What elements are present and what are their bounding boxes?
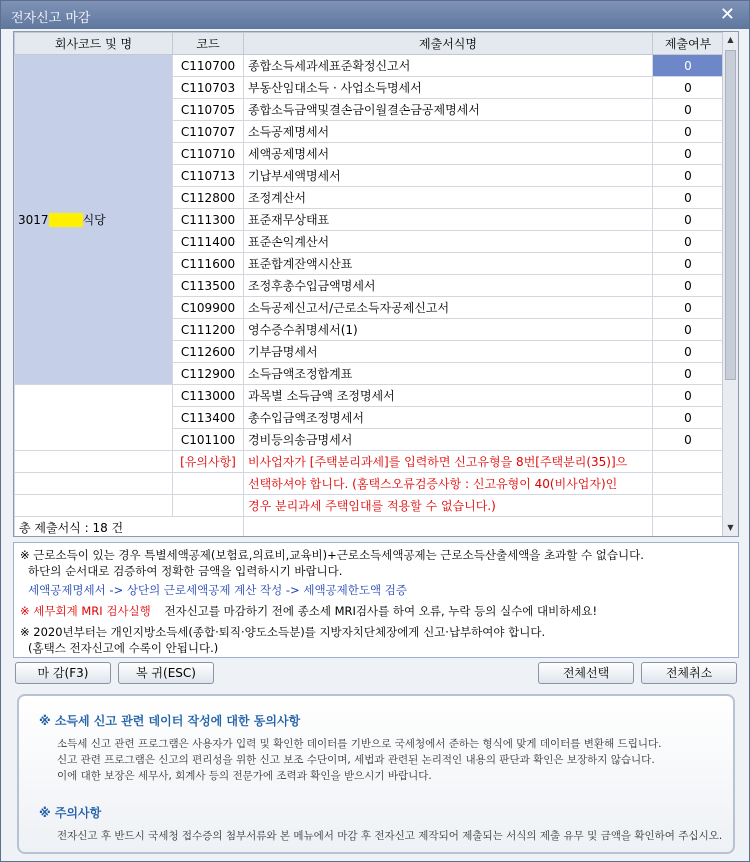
form-code: C111400 xyxy=(173,231,244,253)
form-grid xyxy=(13,31,739,537)
submit-count[interactable]: 0 xyxy=(653,99,724,121)
empty-cell xyxy=(173,495,244,517)
form-name: 표준재무상태표 xyxy=(244,209,653,231)
submit-count[interactable]: 0 xyxy=(653,143,724,165)
deselect-all-button[interactable]: 전체취소 xyxy=(641,662,737,684)
notice-text: 비사업자가 [주택분리과세]를 입력하면 신고유형을 8번[주택분리(35)]으 xyxy=(244,451,653,473)
empty-cell xyxy=(244,517,653,538)
submit-count[interactable]: 0 xyxy=(653,297,724,319)
form-code: C113400 xyxy=(173,407,244,429)
submit-count[interactable]: 0 xyxy=(653,231,724,253)
col-submit[interactable]: 제출여부 xyxy=(653,33,724,55)
form-code: C101100 xyxy=(173,429,244,451)
consent-text: 신고 관련 프로그램은 신고의 편리성을 위한 신고 보조 수단이며, 세법과 관련된 논리적인 내용의 판단과 확인은 보장하지 않습니다. xyxy=(57,754,655,766)
submit-count[interactable]: 0 xyxy=(653,275,724,297)
form-name: 기부금명세서 xyxy=(244,341,653,363)
col-form-name[interactable]: 제출서식명 xyxy=(244,33,653,55)
form-name: 표준손익계산서 xyxy=(244,231,653,253)
submit-count[interactable]: 0 xyxy=(653,121,724,143)
close-f3-button[interactable]: 마 감(F3) xyxy=(15,662,111,684)
submit-count[interactable]: 0 xyxy=(653,363,724,385)
close-icon[interactable]: ✕ xyxy=(719,4,735,25)
form-name: 기납부세액명세서 xyxy=(244,165,653,187)
submit-count[interactable]: 0 xyxy=(653,55,724,77)
scroll-thumb[interactable] xyxy=(725,50,736,380)
empty-cell xyxy=(15,451,173,473)
form-name: 세액공제명세서 xyxy=(244,143,653,165)
company-code: 3017 xyxy=(18,213,49,227)
notice-text: 경우 분리과세 주택임대를 적용할 수 없습니다.) xyxy=(244,495,653,517)
submit-count[interactable]: 0 xyxy=(653,385,724,407)
empty-cell xyxy=(653,495,724,517)
total-row xyxy=(15,517,724,538)
titlebar xyxy=(1,1,749,29)
form-name: 소득공제명세서 xyxy=(244,121,653,143)
form-code: C110710 xyxy=(173,143,244,165)
caution-heading: ※ 주의사항 xyxy=(39,806,102,820)
submit-count[interactable]: 0 xyxy=(653,165,724,187)
note-line: ※ 근로소득이 있는 경우 특별세액공제(보험료,의료비,교육비)+근로소득세액공제는 근로소득산출세액을 초과할 수 없습니다. xyxy=(20,548,644,562)
company-name-suffix: 식당 xyxy=(82,213,106,227)
form-name: 조정계산서 xyxy=(244,187,653,209)
table-row[interactable] xyxy=(15,55,724,77)
form-name: 종합소득세과세표준확정신고서 xyxy=(244,55,653,77)
empty-cell xyxy=(173,473,244,495)
form-name: 조정후총수입금액명세서 xyxy=(244,275,653,297)
notice-row xyxy=(15,495,724,517)
total-count: 총 제출서식 : 18 건 xyxy=(15,517,244,538)
mri-check-link[interactable]: ※ 세무회계 MRI 검사실행 xyxy=(20,604,151,618)
submit-count[interactable]: 0 xyxy=(653,429,724,451)
submit-count[interactable]: 0 xyxy=(653,187,724,209)
table-row[interactable] xyxy=(15,385,724,407)
form-code: C111200 xyxy=(173,319,244,341)
header-row xyxy=(15,33,724,55)
note-line: ※ 2020년부터는 개인지방소득세(종합·퇴직·양도소득분)를 지방자치단체장에게 신고·납부하여야 합니다. xyxy=(20,625,546,639)
note-line: 전자신고를 마감하기 전에 종소세 MRI검사를 하여 오류, 누락 등의 실수에 대비하세요! xyxy=(164,604,598,618)
form-code: C112600 xyxy=(173,341,244,363)
notice-row xyxy=(15,451,724,473)
scroll-down-icon[interactable]: ▼ xyxy=(727,523,734,532)
notes-panel xyxy=(13,542,739,658)
form-code: C113500 xyxy=(173,275,244,297)
caution-text: 전자신고 후 반드시 국세청 접수증의 첨부서류와 본 메뉴에서 마감 후 전자신고 제작되어 제출되는 서식의 제출 유무 및 금액을 확인하여 주십시오. xyxy=(57,830,723,842)
form-code: C110703 xyxy=(173,77,244,99)
form-code: C110707 xyxy=(173,121,244,143)
notice-tag: [유의사항] xyxy=(173,451,244,473)
form-name: 소득금액조정합계표 xyxy=(244,363,653,385)
col-company[interactable]: 회사코드 및 명 xyxy=(15,33,173,55)
empty-cell xyxy=(653,451,724,473)
form-code: C110713 xyxy=(173,165,244,187)
back-esc-button[interactable]: 복 귀(ESC) xyxy=(118,662,214,684)
consent-panel xyxy=(17,694,735,854)
form-name: 과목별 소득금액 조정명세서 xyxy=(244,385,653,407)
col-code[interactable]: 코드 xyxy=(173,33,244,55)
consent-text: 이에 대한 보장은 세무사, 회계사 등의 전문가에 조력과 확인을 받으시기 바랍니다. xyxy=(57,770,432,782)
form-name: 표준합계잔액시산표 xyxy=(244,253,653,275)
empty-cell xyxy=(653,517,724,538)
empty-cell xyxy=(15,495,173,517)
form-code: C110705 xyxy=(173,99,244,121)
form-name: 경비등의송금명세서 xyxy=(244,429,653,451)
submit-count[interactable]: 0 xyxy=(653,319,724,341)
form-code: C110700 xyxy=(173,55,244,77)
form-name: 소득공제신고서/근로소득자공제신고서 xyxy=(244,297,653,319)
form-name: 영수증수취명세서(1) xyxy=(244,319,653,341)
form-name: 총수입금액조정명세서 xyxy=(244,407,653,429)
scroll-up-icon[interactable]: ▲ xyxy=(727,35,734,44)
notice-text: 선택하셔야 합니다. (홈택스오류검증사항 : 신고유형이 40(비사업자)인 xyxy=(244,473,653,495)
company-name-masked: ■■■ xyxy=(48,213,83,227)
consent-text: 소득세 신고 관련 프로그램은 사용자가 입력 및 확인한 데이터를 기반으로 국세청에서 준하는 형식에 맞게 데이터를 변환해 드립니다. xyxy=(57,738,662,750)
note-line: 하단의 순서대로 검증하여 정확한 금액을 입력하시기 바랍니다. xyxy=(28,564,343,578)
note-line: (홈택스 전자신고에 수록이 안됩니다.) xyxy=(28,641,219,655)
consent-heading: ※ 소득세 신고 관련 데이터 작성에 대한 동의사항 xyxy=(39,714,301,728)
submit-count[interactable]: 0 xyxy=(653,407,724,429)
window-title: 전자신고 마감 xyxy=(11,11,91,26)
form-code: C109900 xyxy=(173,297,244,319)
form-code: C112900 xyxy=(173,363,244,385)
form-code: C113000 xyxy=(173,385,244,407)
empty-cell xyxy=(653,473,724,495)
form-code: C112800 xyxy=(173,187,244,209)
submit-count[interactable]: 0 xyxy=(653,77,724,99)
company-cell[interactable] xyxy=(15,55,173,385)
vertical-scrollbar[interactable] xyxy=(722,32,738,536)
empty-company-cell xyxy=(15,385,173,451)
form-name: 종합소득금액및결손금이월결손금공제명세서 xyxy=(244,99,653,121)
form-table xyxy=(14,32,724,537)
empty-cell xyxy=(15,473,173,495)
form-code: C111600 xyxy=(173,253,244,275)
submit-count[interactable]: 0 xyxy=(653,209,724,231)
notice-row xyxy=(15,473,724,495)
form-code: C111300 xyxy=(173,209,244,231)
select-all-button[interactable]: 전체선택 xyxy=(538,662,634,684)
submit-count[interactable]: 0 xyxy=(653,253,724,275)
note-verify-steps: 세액공제명세서 -> 상단의 근로세액공제 계산 작성 -> 세액공제한도액 검증 xyxy=(28,583,407,597)
submit-count[interactable]: 0 xyxy=(653,341,724,363)
form-name: 부동산임대소득 · 사업소득명세서 xyxy=(244,77,653,99)
